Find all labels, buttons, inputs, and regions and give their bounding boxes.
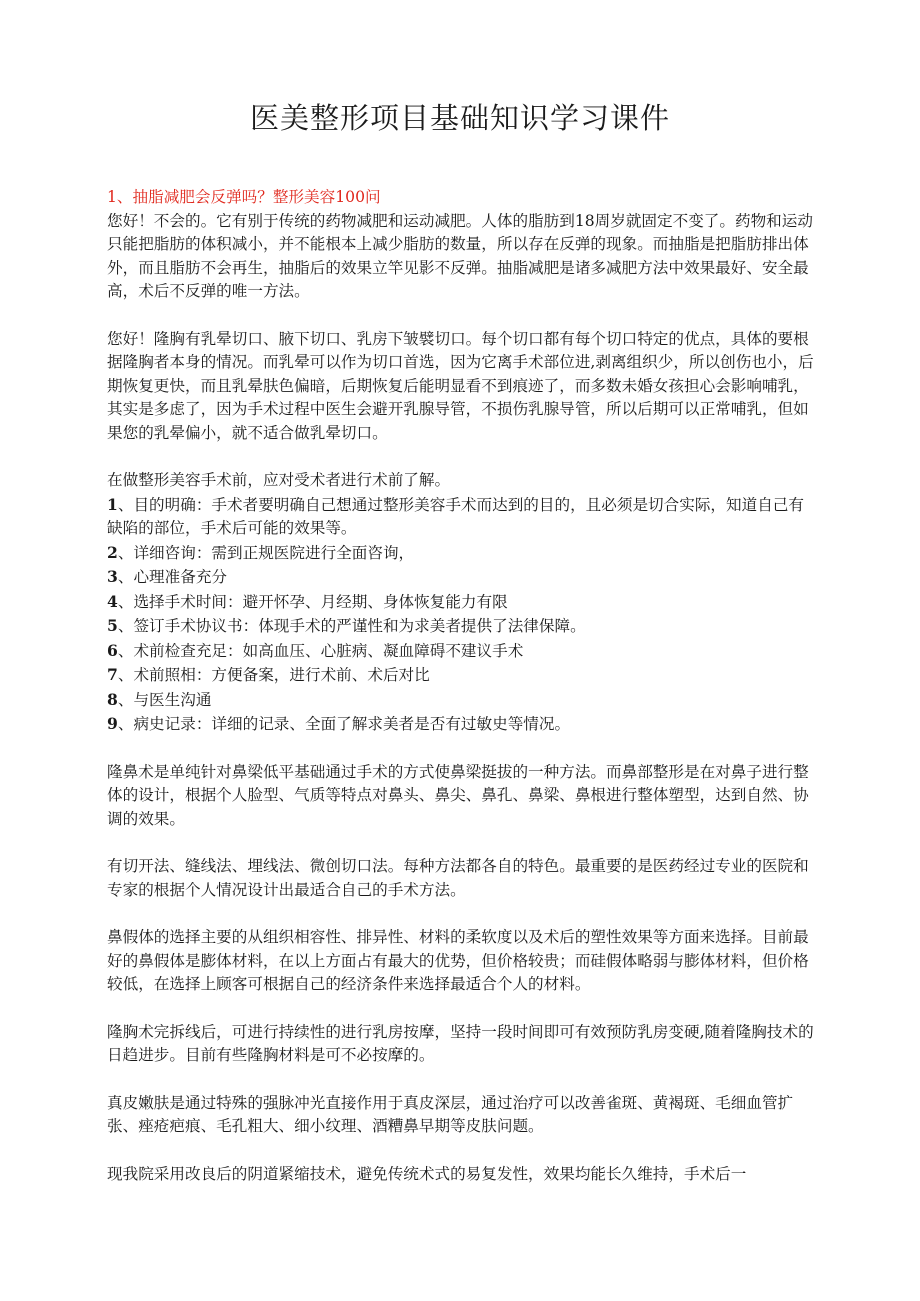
list-item bbox=[107, 688, 819, 713]
paragraph-nasal-implant: 鼻假体的选择主要的从组织相容性、排异性、材料的柔软度以及术后的塑性效果等方面来选择。目前最好的鼻假体是膨体材料，在以上方面占有最大的优势，但价格较贵；而硅假体略弱与膨体材料，但价格较低，在选择上顾客可根据自己的经济条件来选择最适合个人的材料。 bbox=[107, 928, 809, 993]
list-item bbox=[107, 590, 819, 615]
list-item bbox=[107, 565, 819, 590]
list-item bbox=[107, 639, 819, 664]
list-number: 6 bbox=[107, 640, 118, 660]
list-item bbox=[107, 614, 819, 639]
document-title: 医美整形项目基础知识学习课件 bbox=[249, 101, 670, 135]
list-item bbox=[107, 712, 819, 737]
list-text: 、详细咨询：需到正规医院进行全面咨询， bbox=[117, 543, 415, 562]
list-number: 7 bbox=[107, 665, 118, 684]
list-item bbox=[107, 663, 819, 688]
list-number: 9 bbox=[107, 714, 118, 733]
paragraph-skin-rejuvenation: 真皮嫩肤是通过特殊的强脉冲光直接作用于真皮深层，通过治疗可以改善雀斑、黄褐斑、毛细血管扩张、痤疮疤痕、毛孔粗大、细小纹理、酒糟鼻早期等皮肤问题。 bbox=[107, 1093, 794, 1135]
list-text: 、术前照相：方便备案，进行术前、术后对比 bbox=[117, 666, 430, 684]
paragraph-breast-incision: 您好！隆胸有乳晕切口、腋下切口、乳房下皱襞切口。每个切口都有每个切口特定的优点，具体的要根据隆胸者本身的情况。而乳晕可以作为切口首选，因为它离手术部位进,剥离组织少，所以创伤也小，后期恢复更快，而且乳晕肤色偏暗，后期恢复后能明显看不到痕迹了，而多数未婚女孩担心会影响哺乳，其实是多虑了，因为手术过程中医生会避开乳腺导管，不损伤乳腺导管，所以后期可以正常哺乳，但如果您的乳晕偏小，就不适合做乳晕切口。 bbox=[107, 329, 814, 442]
list-number: 5 bbox=[107, 616, 118, 635]
document-body bbox=[107, 186, 819, 1186]
list-number: 2 bbox=[107, 542, 118, 562]
paragraph-vaginal-tightening: 现我院采用改良后的阴道紧缩技术，避免传统术式的易复发性，效果均能长久维持，手术后一 bbox=[107, 1164, 747, 1183]
paragraph-eyelid-methods: 有切开法、缝线法、埋线法、微创切口法。每种方法都各自的特色。最重要的是医药经过专业的医院和专家的根据个人情况设计出最适合自己的手术方法。 bbox=[107, 857, 809, 899]
list-text: 、术前检查充足：如高血压、心脏病、凝血障碍不建议手术 bbox=[117, 641, 524, 660]
list-number: 8 bbox=[107, 689, 118, 709]
section-heading: 1、抽脂减肥会反弹吗？整形美容100问 bbox=[107, 188, 381, 206]
list-number: 4 bbox=[107, 591, 118, 611]
list-number: 1 bbox=[107, 494, 118, 514]
preop-intro: 在做整形美容手术前，应对受术者进行术前了解。 bbox=[107, 471, 451, 489]
list-item bbox=[107, 493, 819, 541]
list-text: 、签订手术协议书：体现手术的严谨性和为求美者提供了法律保障。 bbox=[117, 617, 586, 635]
list-text: 、目的明确：手术者要明确自己想通过整形美容手术而达到的目的，且必须是切合实际，知道自己有缺陷的部位，手术后可能的效果等。 bbox=[107, 495, 804, 537]
paragraph-rhinoplasty: 隆鼻术是单纯针对鼻梁低平基础通过手术的方式使鼻梁挺拔的一种方法。而鼻部整形是在对鼻子进行整体的设计，根据个人脸型、气质等特点对鼻头、鼻尖、鼻孔、鼻梁、鼻根进行整体塑型，达到自然、协调的效果。 bbox=[107, 762, 809, 828]
paragraph-liposuction: 您好！不会的。它有别于传统的药物减肥和运动减肥。人体的脂肪到18周岁就固定不变了。药物和运动只能把脂肪的体积减小，并不能根本上减少脂肪的数量，所以存在反弹的现象。而抽脂是把脂肪排出体外，而且脂肪不会再生，抽脂后的效果立竿见影不反弹。抽脂减肥是诸多减肥方法中效果最好、安全最高，术后不反弹的唯一方法。 bbox=[107, 211, 813, 300]
list-text: 、病史记录：详细的记录、全面了解求美者是否有过敏史等情况。 bbox=[117, 715, 571, 733]
list-number: 3 bbox=[107, 567, 118, 586]
list-item bbox=[107, 541, 819, 566]
paragraph-breast-massage: 隆胸术完拆线后，可进行持续性的进行乳房按摩，坚持一段时间即可有效预防乳房变硬,随着隆胸技术的日趋进步。目前有些隆胸材料是可不必按摩的。 bbox=[107, 1022, 814, 1064]
list-text: 、心理准备充分 bbox=[117, 568, 228, 586]
list-text: 、与医生沟通 bbox=[117, 690, 212, 709]
list-text: 、选择手术时间：避开怀孕、月经期、身体恢复能力有限 bbox=[117, 592, 508, 611]
